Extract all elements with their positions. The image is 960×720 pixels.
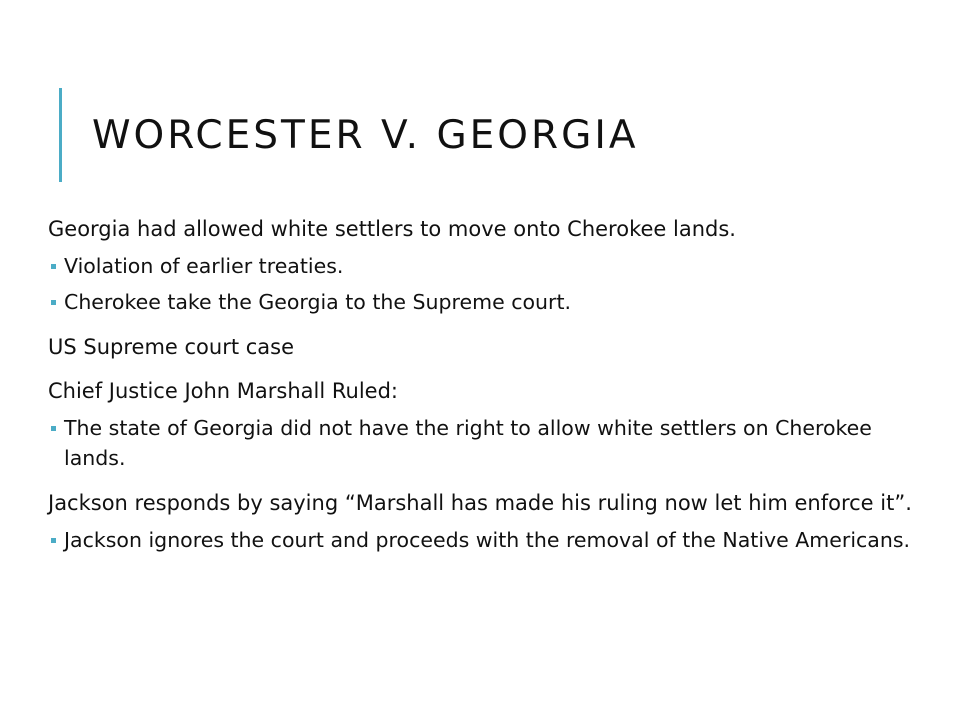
sub-bullet-text: Jackson ignores the court and proceeds with the removal of the Native Americans. [64, 528, 911, 552]
sub-bullet-text: The state of Georgia did not have the right to allow white settlers on Cherokee lands. [64, 416, 872, 470]
slide-title: WORCESTER V. GEORGIA [92, 113, 639, 158]
sub-bullet-2 [48, 287, 920, 317]
sub-bullet-text: Violation of earlier treaties. [64, 254, 344, 278]
square-bullet-icon [51, 538, 56, 543]
square-bullet-icon [51, 300, 56, 305]
body-paragraph-4: Jackson responds by saying “Marshall has made his ruling now let him enforce it”. [48, 491, 912, 515]
square-bullet-icon [51, 426, 56, 431]
sub-bullet-3 [48, 413, 920, 473]
sub-bullet-4 [48, 525, 920, 555]
body-paragraph-1: Georgia had allowed white settlers to move onto Cherokee lands. [48, 217, 736, 241]
body-paragraph-2: US Supreme court case [48, 335, 295, 359]
sub-bullet-1 [48, 251, 920, 281]
body-paragraph-3: Chief Justice John Marshall Ruled: [48, 379, 398, 403]
square-bullet-icon [51, 264, 56, 269]
sub-bullet-text: Cherokee take the Georgia to the Supreme court. [64, 290, 571, 314]
title-accent-bar [59, 88, 62, 182]
slide-body [48, 214, 920, 555]
